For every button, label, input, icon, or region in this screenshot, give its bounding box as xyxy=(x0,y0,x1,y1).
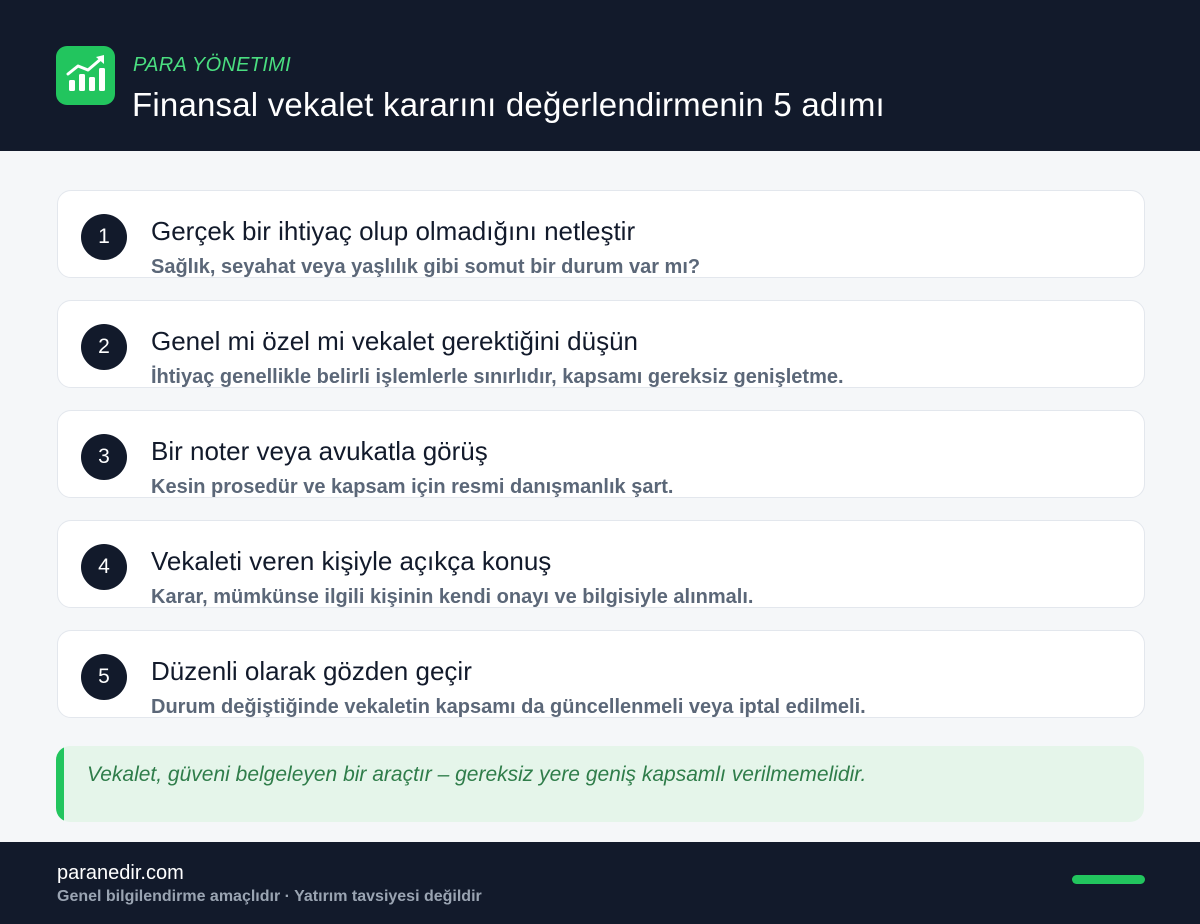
callout-accent-bar xyxy=(56,746,64,822)
disclaimer-text: Genel bilgilendirme amaçlıdır · Yatırım tavsiyesi değildir xyxy=(57,888,482,905)
step-number-badge: 3 xyxy=(81,434,127,480)
category-kicker: PARA YÖNETIMI xyxy=(133,54,292,76)
step-description: İhtiyaç genellikle belirli işlemlerle sınırlıdır, kapsamı gereksiz genişletme. xyxy=(151,366,844,388)
header xyxy=(0,0,1200,151)
step-title: Düzenli olarak gözden geçir xyxy=(151,656,472,686)
step-card xyxy=(57,410,1145,498)
step-description: Kesin prosedür ve kapsam için resmi danışmanlık şart. xyxy=(151,476,674,498)
step-title: Bir noter veya avukatla görüş xyxy=(151,436,488,466)
site-name: paranedir.com xyxy=(57,862,184,884)
bar-chart-growth-icon xyxy=(56,46,115,105)
step-title: Genel mi özel mi vekalet gerektiğini düşün xyxy=(151,326,639,356)
step-card xyxy=(57,520,1145,608)
step-card xyxy=(57,300,1145,388)
step-number-badge: 4 xyxy=(81,544,127,590)
page-title: Finansal vekalet kararını değerlendirmenin 5 adımı xyxy=(132,86,885,123)
step-number-badge: 2 xyxy=(81,324,127,370)
step-description: Durum değiştiğinde vekaletin kapsamı da güncellenmeli veya iptal edilmeli. xyxy=(151,696,866,718)
footer xyxy=(0,842,1200,924)
step-number-badge: 5 xyxy=(81,654,127,700)
step-title: Vekaleti veren kişiyle açıkça konuş xyxy=(151,546,552,576)
callout-quote xyxy=(56,746,1144,822)
step-description: Sağlık, seyahat veya yaşlılık gibi somut bir durum var mı? xyxy=(151,256,701,278)
step-number-badge: 1 xyxy=(81,214,127,260)
step-card xyxy=(57,190,1145,278)
step-description: Karar, mümkünse ilgili kişinin kendi onayı ve bilgisiyle alınmalı. xyxy=(151,586,754,608)
footer-accent-bar xyxy=(1072,875,1145,884)
step-card xyxy=(57,630,1145,718)
step-title: Gerçek bir ihtiyaç olup olmadığını netleştir xyxy=(151,216,636,246)
callout-text: Vekalet, güveni belgeleyen bir araçtır – gereksiz yere geniş kapsamlı verilmemelidir. xyxy=(87,763,867,786)
